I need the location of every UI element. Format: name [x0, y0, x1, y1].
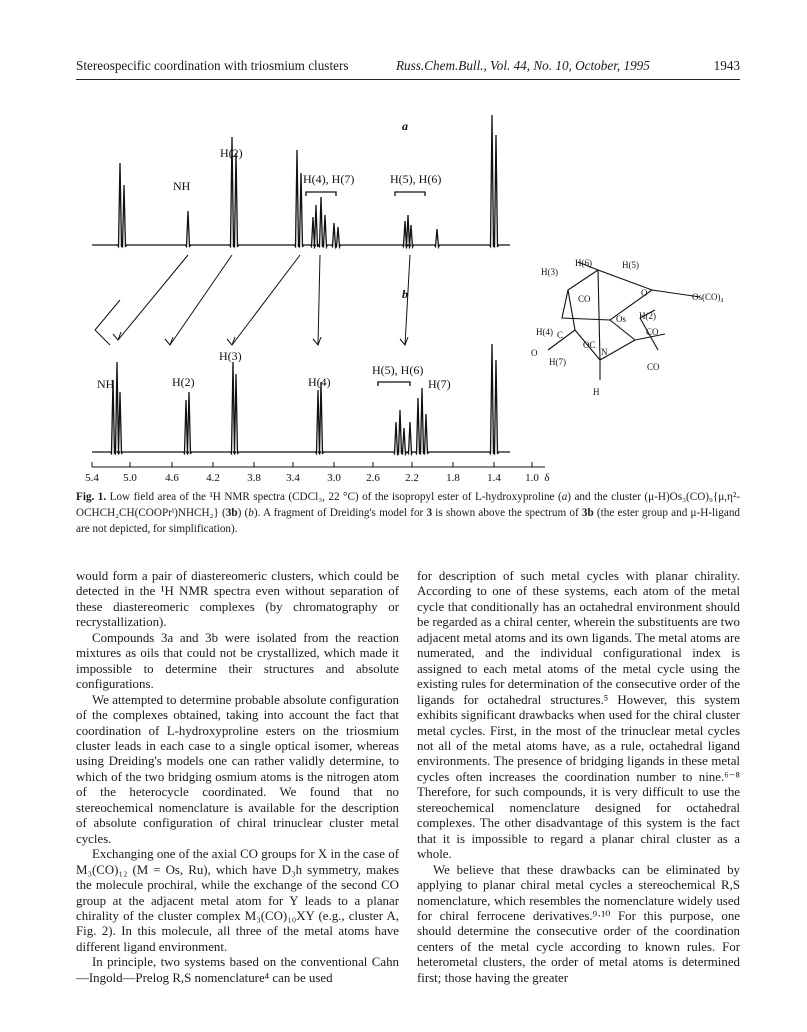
axis-tick-label: 4.2: [206, 472, 220, 484]
axis-tick-label: 1.8: [446, 472, 460, 484]
model-label: H(6): [575, 258, 592, 268]
bracket: [306, 192, 336, 196]
paragraph: We believe that these drawbacks can be eliminated by applying to planar chiral metal cycles a stereochemical R,S nomenclature, which resembles the nomenclature widely used for chiral ferrocene derivatives.⁹·¹⁰ For this purpose, one should determine the consecutive order of the coordination centers of the metal cycle according to known rules. For heterometal clusters, the order of metal atoms is determined first; those having the greater: [417, 862, 740, 985]
axis-tick-label: 1.4: [487, 472, 501, 484]
caption-text-1: Low field area of the ¹H NMR spectra (CDCl₃, 22 °C) of the isopropyl ester of L-hydroxyproline (: [109, 491, 562, 503]
caption-3: 3: [426, 507, 433, 519]
spectrum-b: [92, 344, 510, 454]
model-label: Os: [616, 314, 627, 324]
body-column-left: [76, 569, 399, 986]
peak-label: NH: [173, 179, 191, 193]
model-label: O: [641, 288, 648, 298]
peak-label: NH: [97, 377, 115, 391]
peak-label: H(7): [428, 377, 451, 391]
peak-label: H(5), H(6): [372, 363, 424, 377]
caption-text-3: ) (: [237, 507, 249, 519]
model-label: CO: [646, 327, 659, 337]
model-label: H(3): [541, 267, 558, 277]
model-label: CO: [647, 362, 660, 372]
label-b: b: [402, 287, 408, 301]
caption-label: Fig. 1.: [76, 491, 107, 503]
model-label: N: [601, 347, 608, 357]
paragraph: We attempted to determine probable absolute configuration of the complexes obtained, taking into account the fact that coordination of L-hydroxyproline esters on the triosmium cluster leads in each case to a single optical isomer, whereas using Dreiding's models one can rather validly determine, to which of the two bridging osmium atoms is the nitrogen atom of the heterocycle coordinated. We found that no stereochemical nomenclature is available for the description of absolute configuration of chiral trinuclear cluster metal cycles.: [76, 692, 399, 846]
caption-a: a: [561, 491, 568, 503]
peak-label: H(5), H(6): [390, 172, 442, 186]
arrow: [227, 255, 300, 345]
caption-3b-second: 3b: [581, 507, 594, 519]
model-label: C: [557, 330, 564, 340]
figure-caption: [76, 489, 740, 537]
model-label: H: [593, 387, 600, 397]
caption-text-5: is shown above the spectrum of: [432, 507, 582, 519]
peak-label: H(4), H(7): [303, 172, 355, 186]
bracket: [378, 382, 410, 386]
axis-tick-label: 2.2: [405, 472, 419, 484]
spectrum-a-trace: [92, 115, 510, 247]
caption-text-4: ). A fragment of Dreiding's model for: [253, 507, 427, 519]
caption-text-2: ) and the cluster (μ-H)Os₃(CO)₉{μ,η²-OCHCH₂CH(COOPrⁱ)NHCH₂} (: [76, 491, 740, 519]
arrow: [313, 255, 321, 345]
axis-tick-label: 4.6: [165, 472, 179, 484]
model-label: H(2): [639, 311, 656, 321]
peak-label: H(3): [219, 349, 242, 363]
model-label: H(4): [536, 327, 553, 337]
correlation-arrows: [95, 255, 410, 345]
label-a: a: [402, 119, 408, 133]
axis-tick-label: 5.0: [123, 472, 137, 484]
peak-label: H(4): [308, 375, 331, 389]
peak-label: H(2): [172, 375, 195, 389]
arrow: [165, 255, 232, 345]
running-title: Stereospecific coordination with triosmium clusters: [76, 58, 349, 73]
spectrum-b-trace: [92, 344, 510, 454]
body-column-right: [417, 569, 740, 986]
axis-tick-label: 5.4: [85, 472, 99, 484]
caption-text-6: (the ester group and μ-H-ligand are not depicted, for simplification).: [76, 507, 741, 535]
axis-tick-label: 3.4: [286, 472, 300, 484]
paragraph: In principle, two systems based on the conventional Cahn—Ingold—Prelog R,S nomenclature⁴ can be used: [76, 955, 399, 985]
model-label: CO: [578, 294, 591, 304]
paragraph: would form a pair of diastereomeric clusters, which could be detected in the ¹H NMR spectra even without separation of these diastereomeric complexes (by chromatography or recrystallization).: [76, 569, 399, 630]
page-number: 1943: [713, 58, 740, 73]
paragraph: for description of such metal cycles with planar chirality. According to one of these systems, each atom of the metal cycle that conditionally has an octahedral environment should be regarded as a chiral center, wherein the substituents are two adjacent metal atoms and its own ligands. The metal atoms are numerated, and the individual configurational index is assigned to each metal atoms of the metal cycle using the existing rules for determination of the consecutive order of the ligands for octahedral structures.⁵ However, this system exhibits significant drawbacks when used for the chiral cluster metal cycles. First, in the most of the trinuclear metal cycles not all of the metal atoms have, as a rule, octahedral ligand environments. The presence of bridging ligands in these metal cycles often increases the coordination number to nine.⁶⁻⁸ Therefore, for such compounds, it is very difficult to use the stereochemical nomenclature designed for octahedral complexes. The other disadvantage of this system is the fact that it is impossible to regard a planar chiral cluster as a whole.: [417, 569, 741, 862]
journal-citation: Russ.Chem.Bull., Vol. 44, No. 10, October, 1995: [396, 58, 650, 73]
ppm-axis: [92, 462, 545, 467]
axis-tick-label: δ: [544, 472, 550, 484]
axis-tick-label: 2.6: [366, 472, 380, 484]
model-label: H(7): [549, 357, 566, 367]
caption-b: b: [248, 507, 254, 519]
axis-tick-label: 3.8: [247, 472, 261, 484]
caption-3b: 3b: [225, 507, 238, 519]
bracket: [395, 192, 425, 196]
model-label: OC: [583, 340, 596, 350]
peak-label: H(2): [220, 146, 243, 160]
arrow: [113, 255, 188, 340]
spectrum-a: [92, 115, 510, 247]
model-label: H(5): [622, 260, 639, 270]
model-label: Os(CO)₄: [692, 292, 724, 302]
axis-tick-label: 1.0: [525, 472, 539, 484]
paragraph: Compounds 3a and 3b were isolated from the reaction mixtures as oils that could not be crystallized, which made it impossible to determine their structures and absolute configurations.: [76, 630, 399, 692]
paragraph: Exchanging one of the axial CO groups for X in the case of M₃(CO)₁₂ (M = Os, Ru), which have D₃h symmetry, makes the molecule prochiral, while the exchange of the second CO group at the adjacent metal atom for Y leads to a planar chirality of the cluster complex M₃(CO)₁₀XY (e.g., cluster A, Fig. 2). In this molecule, all three of the metal atoms have different ligand environment.: [76, 847, 399, 954]
model-label: O: [531, 348, 538, 358]
axis-tick-label: 3.0: [327, 472, 341, 484]
